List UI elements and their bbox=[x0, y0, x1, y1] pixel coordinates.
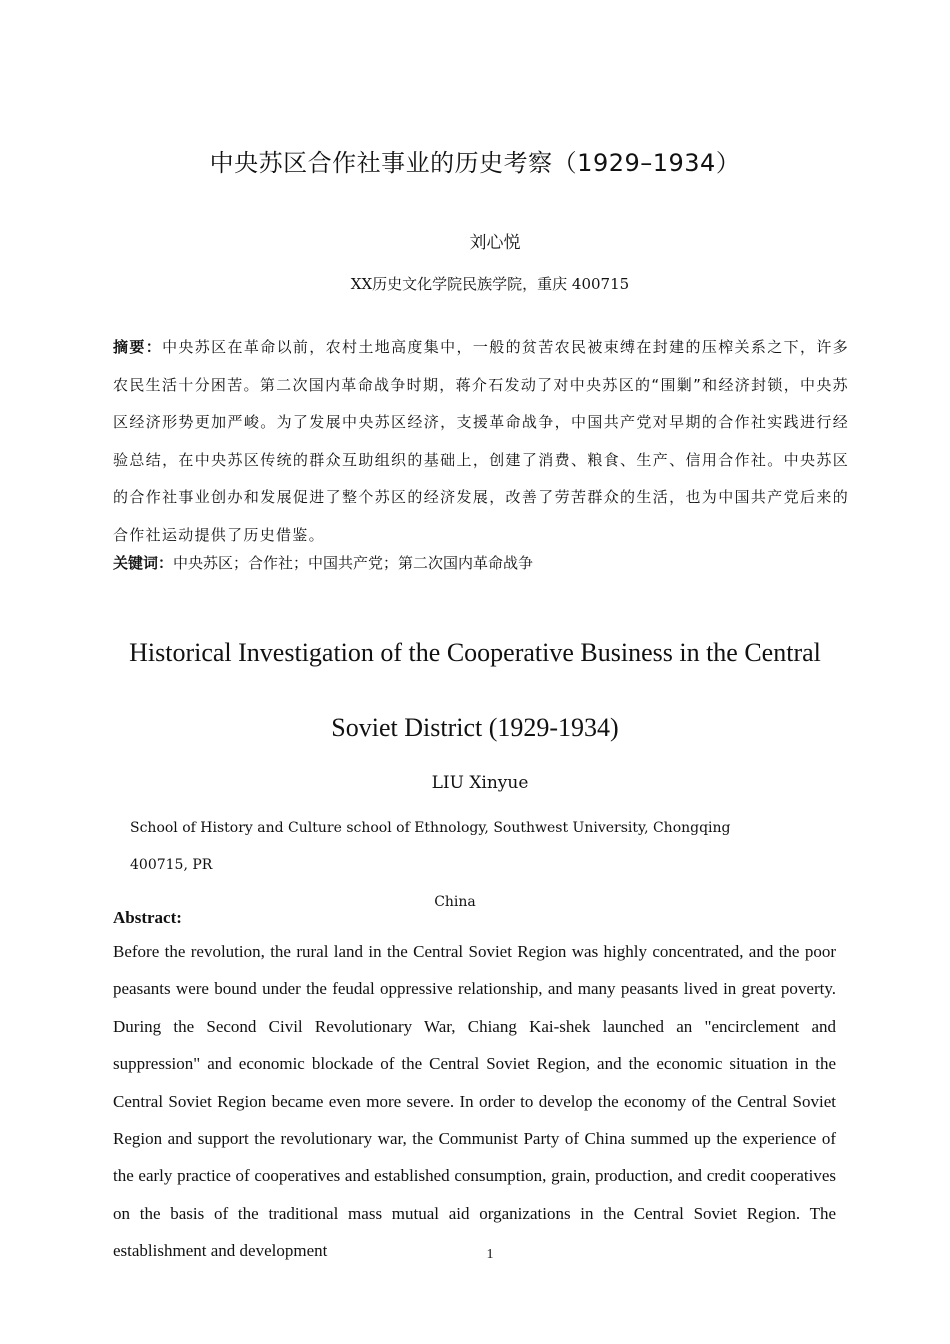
english-title-line2: Soviet District (1929-1934) bbox=[331, 713, 619, 742]
chinese-author: 刘心悦 bbox=[469, 233, 521, 253]
chinese-keywords-label: 关键词： bbox=[113, 554, 174, 572]
chinese-abstract-label: 摘要： bbox=[113, 338, 163, 356]
chinese-keywords-text: 中央苏区；合作社；中国共产党；第二次国内革命战争 bbox=[173, 554, 534, 572]
english-affiliation-line2: China bbox=[434, 894, 476, 910]
chinese-title: 中央苏区合作社事业的历史考察（1929–1934） bbox=[209, 149, 741, 177]
english-affiliation-line1: School of History and Culture school of Ethnology, Southwest University, Chongqing 400715, PR bbox=[130, 820, 731, 873]
chinese-keywords bbox=[113, 552, 533, 573]
english-abstract-text: Before the revolution, the rural land in the Central Soviet Region was highly concentrated, and the poor peasants were bound under the feudal oppressive relationship, and many peasants lived in great poverty. During the Second Civil Revolutionary War, Chiang Kai-shek launched an "encirclement and suppression" and economic blockade of the Central Soviet Region, and the economic situation in the Central Soviet Region became even more severe. In order to develop the economy of the Central Soviet Region and support the revolutionary war, the Communist Party of China summed up the experience of the early practice of cooperatives and established consumption, grain, production, and credit cooperatives on the basis of the traditional mass mutual aid organizations in the Central Soviet Region. The establishment and development bbox=[113, 942, 836, 1261]
english-affiliation bbox=[130, 810, 790, 921]
english-author: LIU Xinyue bbox=[431, 773, 529, 793]
chinese-abstract bbox=[113, 329, 849, 554]
page-number: 1 bbox=[486, 1247, 494, 1262]
english-abstract-label: Abstract: bbox=[113, 908, 182, 927]
english-title bbox=[0, 615, 950, 765]
chinese-affiliation: XX历史文化学院民族学院，重庆 400715 bbox=[350, 275, 630, 293]
chinese-abstract-text: 中央苏区在革命以前，农村土地高度集中，一般的贫苦农民被束缚在封建的压榨关系之下，许多农民生活十分困苦。第二次国内革命战争时期，蒋介石发动了对中央苏区的“围剿”和经济封锁，中央苏区经济形势更加严峻。为了发展中央苏区经济，支援革命战争，中国共产党对早期的合作社实践进行经验总结，在中央苏区传统的群众互助组织的基础上，创建了消费、粮食、生产、信用合作社。中央苏区的合作社事业创办和发展促进了整个苏区的经济发展，改善了劳苦群众的生活，也为中国共产党后来的合作社运动提供了历史借鉴。 bbox=[113, 338, 849, 544]
english-title-line1: Historical Investigation of the Cooperative Business in the Central bbox=[129, 638, 821, 667]
